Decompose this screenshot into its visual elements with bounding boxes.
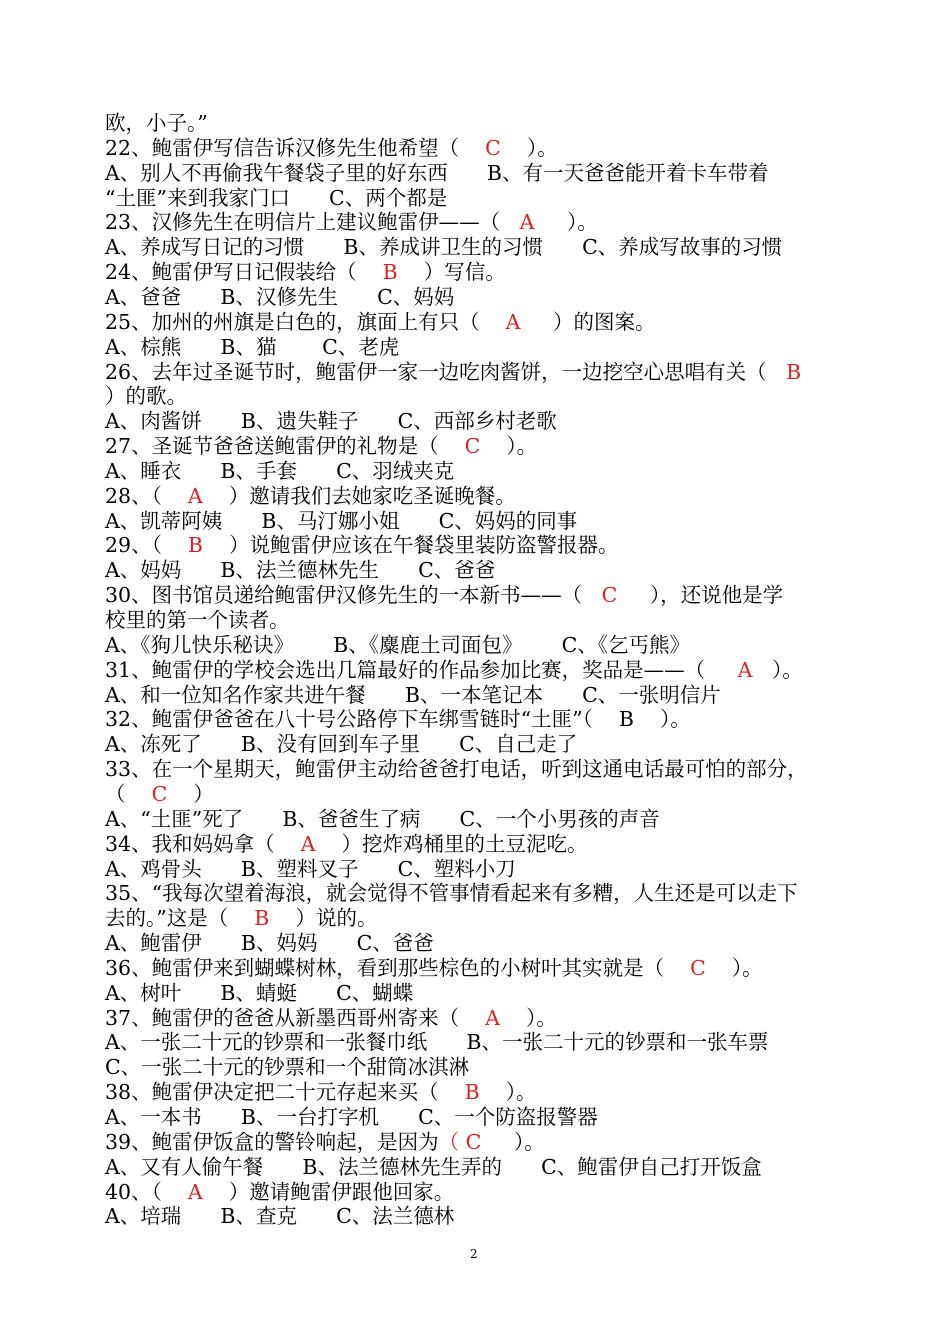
answer-mark: A — [737, 657, 753, 682]
text-segment: 30、图书馆员递给鲍雷伊汉修先生的一本新书——（ — [105, 583, 602, 608]
text-line — [105, 260, 506, 285]
text-line — [105, 1030, 768, 1055]
text-segment: A、棕熊 B、猫 C、老虎 — [105, 334, 400, 359]
answer-mark: A — [519, 210, 535, 235]
text-line — [105, 111, 208, 136]
text-segment: A、睡衣 B、手套 C、羽绒夹克 — [105, 458, 455, 483]
text-segment: 28、（ — [105, 483, 188, 508]
text-line — [105, 782, 214, 807]
answer-mark: C — [464, 434, 481, 459]
text-line — [105, 558, 495, 583]
text-segment: 35、“我每次望着海浪，就会觉得不管事情看起来有多糟，人生还是可以走下 — [105, 881, 798, 906]
text-segment: ）。 — [705, 955, 763, 980]
text-line — [105, 1180, 454, 1205]
answer-mark: C — [690, 955, 706, 980]
text-line — [105, 583, 783, 608]
text-segment: ）。 — [500, 135, 558, 160]
text-line — [105, 981, 413, 1006]
text-line — [105, 434, 537, 459]
answer-mark: C — [601, 583, 618, 608]
text-segment: ），还说他是学 — [617, 583, 784, 608]
text-segment: ）。 — [479, 1080, 537, 1105]
text-segment: A、“土匪”死了 B、爸爸生了病 C、一个小男孩的声音 — [105, 806, 660, 831]
text-line — [105, 906, 377, 931]
text-segment: ）的图案。 — [520, 309, 656, 334]
answer-mark: B — [187, 533, 203, 558]
text-segment: A、培瑞 B、查克 C、法兰德林 — [105, 1204, 455, 1229]
answer-mark: C — [485, 135, 501, 160]
text-segment: C、一张二十元的钞票和一个甜筒冰淇淋 — [105, 1055, 470, 1080]
text-segment: A、又有人偷午餐 B、法兰德林先生弄的 C、鲍雷伊自己打开饭盒 — [105, 1154, 762, 1179]
text-segment: 去的。”这是（ — [105, 906, 255, 931]
text-line — [105, 360, 801, 385]
text-line — [105, 409, 557, 434]
text-segment: ）说鲍雷伊应该在午餐袋里装防盗警报器。 — [202, 533, 619, 558]
text-line — [105, 807, 660, 832]
text-segment: 36、鲍雷伊来到蝴蝶树林，看到那些棕色的小树叶其实就是（ — [105, 955, 691, 980]
answer-mark: B — [382, 260, 398, 285]
text-line — [105, 683, 721, 708]
answer-mark: A — [505, 309, 521, 334]
text-segment: 27、圣诞节爸爸送鲍雷伊的礼物是（ — [105, 434, 465, 459]
text-line — [105, 1006, 557, 1031]
text-line — [105, 161, 768, 186]
text-segment: 40、（ — [105, 1179, 188, 1204]
text-segment: 24、鲍雷伊写日记假装给（ — [105, 260, 383, 285]
text-segment: “土匪”来到我家门口 C、两个都是 — [105, 185, 448, 210]
text-line — [105, 235, 782, 260]
text-line — [105, 707, 691, 732]
text-line — [105, 608, 290, 633]
text-segment: 34、我和妈妈拿（ — [105, 831, 301, 856]
text-segment: 32、鲍雷伊爸爸在八十号公路停下车绑雪链时“土匪”（ B ）。 — [105, 707, 691, 732]
text-segment: A、妈妈 B、法兰德林先生 C、爸爸 — [105, 558, 496, 583]
text-line — [105, 186, 447, 211]
text-line — [105, 633, 690, 658]
text-segment: ）邀请鲍雷伊跟他回家。 — [202, 1179, 455, 1204]
text-line — [105, 1130, 545, 1155]
text-segment: ）。 — [534, 210, 598, 235]
text-segment: 39、鲍雷伊饭盒的警铃响起，是因为 — [105, 1129, 439, 1154]
text-line — [105, 832, 588, 857]
text-line — [105, 509, 577, 534]
page-number: 2 — [470, 1247, 478, 1261]
text-segment: 29、（ — [105, 533, 188, 558]
text-segment: A、一张二十元的钞票和一张餐巾纸 B、一张二十元的钞票和一张车票 — [105, 1030, 769, 1055]
text-segment: ）说的。 — [269, 906, 378, 931]
text-line — [105, 732, 577, 757]
text-segment: 26、去年过圣诞节时，鲍雷伊一家一边吃肉酱饼，一边挖空心思唱有关（ — [105, 359, 787, 384]
text-segment: ）挖炸鸡桶里的土豆泥吃。 — [315, 831, 588, 856]
text-segment: ）邀请我们去她家吃圣诞晚餐。 — [202, 483, 516, 508]
text-line — [105, 658, 803, 683]
text-segment: 欧，小子。” — [105, 111, 208, 135]
text-segment: A、和一位知名作家共进午餐 B、一本笔记本 C、一张明信片 — [105, 682, 721, 707]
text-segment: A、别人不再偷我午餐袋子里的好东西 B、有一天爸爸能开着卡车带着 — [105, 160, 769, 185]
text-line — [105, 459, 454, 484]
answer-mark: B — [254, 906, 270, 931]
text-segment: A、树叶 B、蜻蜓 C、蝴蝶 — [105, 980, 414, 1005]
text-segment: 38、鲍雷伊决定把二十元存起来买（ — [105, 1080, 465, 1105]
text-line — [105, 310, 656, 335]
text-segment: 37、鲍雷伊的爸爸从新墨西哥州寄来（ — [105, 1005, 486, 1030]
text-line — [105, 285, 454, 310]
answer-mark: A — [485, 1005, 500, 1030]
text-segment: A、鸡骨头 B、塑料叉子 C、塑料小刀 — [105, 856, 516, 881]
text-line — [105, 757, 808, 782]
answer-mark: A — [187, 1179, 203, 1204]
answer-mark: B — [786, 359, 802, 384]
text-segment: ）。 — [499, 1005, 557, 1030]
text-segment: A、养成写日记的习惯 B、养成讲卫生的习惯 C、养成写故事的习惯 — [105, 235, 783, 260]
text-line — [105, 335, 399, 360]
text-line — [105, 1055, 469, 1080]
text-line — [105, 881, 798, 906]
text-segment: ）写信。 — [397, 260, 506, 285]
text-segment: A、爸爸 B、汉修先生 C、妈妈 — [105, 284, 455, 309]
text-segment: （ — [105, 781, 152, 806]
text-segment: 23、汉修先生在明信片上建议鲍雷伊——（ — [105, 210, 520, 235]
answer-mark: （ C — [438, 1129, 482, 1154]
text-segment: 校里的第一个读者。 — [105, 608, 290, 632]
text-line — [105, 533, 619, 558]
text-segment: A、一本书 B、一台打字机 C、一个防盗报警器 — [105, 1105, 598, 1129]
text-line — [105, 210, 598, 235]
text-segment: 22、鲍雷伊写信告诉汉修先生他希望（ — [105, 135, 486, 160]
answer-mark: A — [300, 831, 316, 856]
answer-mark: B — [464, 1080, 480, 1105]
text-segment: 33、在一个星期天，鲍雷伊主动给爸爸打电话，听到这通电话最可怕的部分， — [105, 757, 808, 782]
text-line — [105, 956, 763, 981]
text-segment: ）。 — [752, 657, 803, 682]
text-line — [105, 1080, 537, 1105]
text-segment: A、鲍雷伊 B、妈妈 C、爸爸 — [105, 931, 434, 956]
text-line — [105, 1105, 598, 1130]
text-segment: 25、加州的州旗是白色的，旗面上有只（ — [105, 309, 506, 334]
text-segment: 31、鲍雷伊的学校会选出几篇最好的作品参加比赛，奖品是——（ — [105, 657, 738, 682]
text-line — [105, 1155, 762, 1180]
text-segment: A、《狗儿快乐秘诀》 B、《麋鹿土司面包》 C、《乞丐熊》 — [105, 632, 690, 657]
text-segment: A、肉酱饼 B、遗失鞋子 C、西部乡村老歌 — [105, 409, 557, 434]
text-segment: ）。 — [481, 1129, 545, 1154]
text-segment: ） — [167, 781, 214, 806]
answer-mark: A — [187, 483, 203, 508]
text-segment: ）。 — [480, 434, 538, 459]
answer-mark: C — [151, 781, 168, 806]
text-line — [105, 931, 434, 956]
text-line — [105, 1204, 454, 1229]
text-line — [105, 136, 558, 161]
text-segment: A、凯蒂阿姨 B、马汀娜小姐 C、妈妈的同事 — [105, 508, 578, 533]
text-segment: A、冻死了 B、没有回到车子里 C、自己走了 — [105, 732, 578, 757]
text-line — [105, 484, 516, 509]
text-line — [105, 384, 187, 409]
text-segment: ）的歌。 — [105, 384, 187, 409]
text-line — [105, 857, 516, 882]
